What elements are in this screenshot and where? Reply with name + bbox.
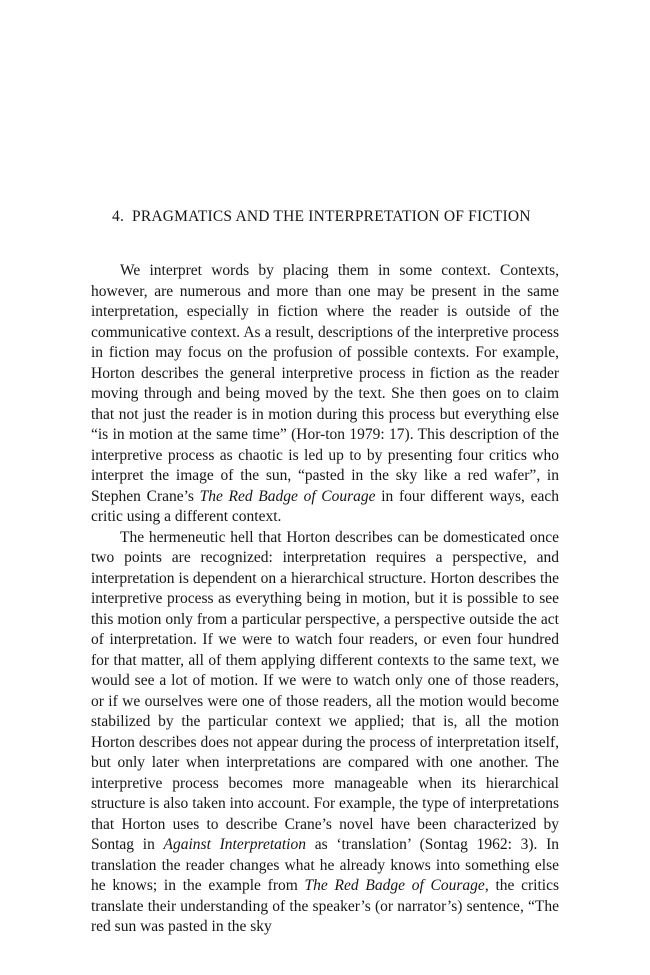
book-title-italic: Against Interpretation [163,836,306,853]
text-run: as ‘translation’ (Sontag 1962: 3). In translation the reader changes what he already knows into something else he knows; in the example from [91,836,559,894]
paragraph-1 [91,261,559,528]
chapter-title: PRAGMATICS AND THE INTERPRETATION OF FICTION [132,208,531,225]
body-text [91,261,559,938]
chapter-heading [112,207,531,227]
book-title-italic: The Red Badge of Courage [304,877,485,894]
chapter-number: 4. [112,208,125,225]
text-run: in four different ways, each critic using a different context. [91,487,559,525]
book-title-italic: The Red Badge of Courage [199,487,376,505]
text-run: , the critics translate their understanding of the speaker’s (or narrator’s) sentence, “The red sun was pasted in the sky [91,877,559,935]
text-run: We interpret words by placing them in some context. Contexts, however, are numerous and more than one may be present in the same interpretation, especially in fiction where the reader is outside of the communicative context. As a result, descriptions of the interpretive process in fiction may focus on the profusion of possible contexts. For example, Horton describes the general interpretive process in fiction as the reader moving through and being moved by the text. She then goes on to claim that not just the reader is in motion during this process but everything else “is in motion at the same time” (Hor-ton 1979: 17). This description of the interpretive process as chaotic is led up to by presenting four critics who interpret the image of the sun, “pasted in the sky like a red wafer”, in Stephen Crane’s [91,262,559,505]
paragraph-2 [91,528,559,938]
text-run: The hermeneutic hell that Horton describes can be domesticated once two points are recognized: interpretation requires a perspective, and interpretation is dependent on a hierarchical structure. Horton describes the interpretive process as everything being in motion, but it is possible to see this motion only from a particular perspective, a perspective outside the act of interpretation. If we were to watch four readers, or even four hundred for that matter, all of them applying different contexts to the same text, we would see a lot of motion. If we were to watch only one of those readers, or if we ourselves were one of those readers, all the motion would become stabilized by the particular context we applied; that is, all the motion Horton describes does not appear during the process of interpretation itself, but only later when interpretations are compared with one another. The interpretive process becomes more manageable when its hierarchical structure is also taken into account. For example, the type of interpretations that Horton uses to describe Crane’s novel have been characterized by Sontag in [91,528,559,853]
